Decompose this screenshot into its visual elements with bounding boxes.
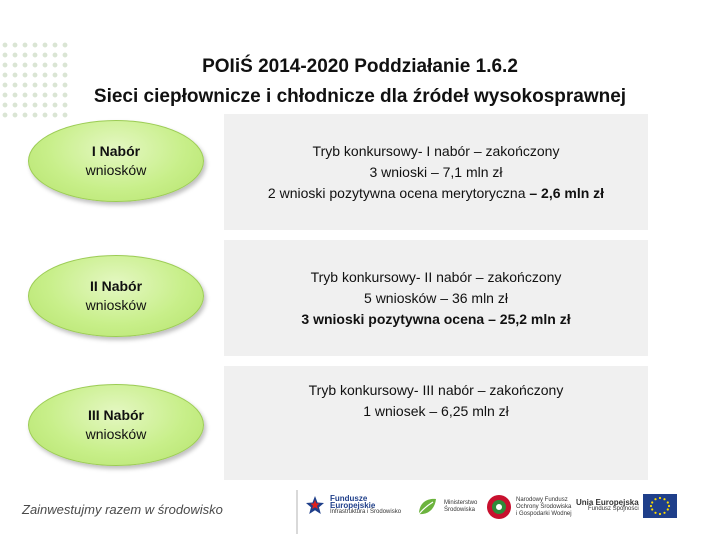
round-3-sublabel: wniosków: [85, 426, 147, 442]
footer-divider: [296, 490, 298, 534]
round-2-oval: [28, 255, 204, 337]
round-1-label: I Nabór: [91, 143, 141, 159]
round-3-status: Tryb konkursowy- III nabór – zakończony: [308, 382, 564, 398]
round-3-details: [224, 366, 648, 480]
nfosigw-logo: [486, 494, 574, 520]
round-1-result: [268, 183, 604, 204]
ministerstwo-label: Ministerstwo Środowiska: [444, 500, 478, 513]
round-3-applications: 1 wniosek – 6,25 mln zł: [363, 403, 509, 419]
round-2-status: Tryb konkursowy- II nabór – zakończony: [310, 268, 562, 285]
round-1-sublabel: wniosków: [85, 162, 147, 178]
round-2-details: [224, 240, 648, 356]
round-1-details: [224, 114, 648, 230]
round-3-label: III Nabór: [87, 407, 144, 423]
ministerstwo-logo: [414, 494, 490, 520]
round-1-result-text: 2 wnioski pozytywna ocena merytoryczna: [267, 184, 526, 201]
nfos-label: Narodowy Fundusz Ochrony Środowiska i Gospodarki Wodnej: [516, 496, 572, 517]
round-2-result-amount: – 25,2 mln zł: [484, 310, 571, 327]
slide-title-line1: POIiŚ 2014-2020 Poddziałanie 1.6.2: [202, 56, 518, 77]
round-2-result-text: 3 wnioski pozytywna ocena: [301, 310, 485, 327]
fe-star-icon: [304, 494, 326, 516]
fe-logo-line1: Fundusze: [330, 493, 368, 503]
unia-europejska-logo: [576, 494, 677, 518]
fe-logo-line2: Europejskie: [330, 500, 376, 510]
leaf-icon: [414, 494, 440, 520]
eu-logo-title: Unia Europejska: [576, 498, 639, 507]
nfos-emblem-icon: [486, 494, 512, 520]
round-2-result: [301, 309, 570, 330]
round-2-applications: 5 wniosków – 36 mln zł: [364, 289, 508, 306]
round-3-oval: [28, 384, 204, 466]
round-1-oval: [28, 120, 204, 202]
fe-logo-subtitle: Infrastruktura i Środowisko: [330, 508, 402, 515]
footer-slogan: Zainwestujmy razem w środowisko: [22, 502, 223, 517]
eu-logo-subtitle: Fundusz Spójności: [587, 506, 639, 512]
slide-title-line2: Sieci ciepłownicze i chłodnicze dla źródeł wysokosprawnej: [93, 86, 627, 107]
round-1-result-amount: – 2,6 mln zł: [525, 184, 605, 201]
eu-flag-icon: [643, 494, 677, 518]
round-2-label: II Nabór: [89, 278, 143, 294]
round-1-status: Tryb konkursowy- I nabór – zakończony: [312, 142, 560, 159]
fundusze-europejskie-logo: [304, 494, 401, 516]
round-1-applications: 3 wnioski – 7,1 mln zł: [369, 163, 503, 180]
round-2-sublabel: wniosków: [85, 297, 147, 313]
